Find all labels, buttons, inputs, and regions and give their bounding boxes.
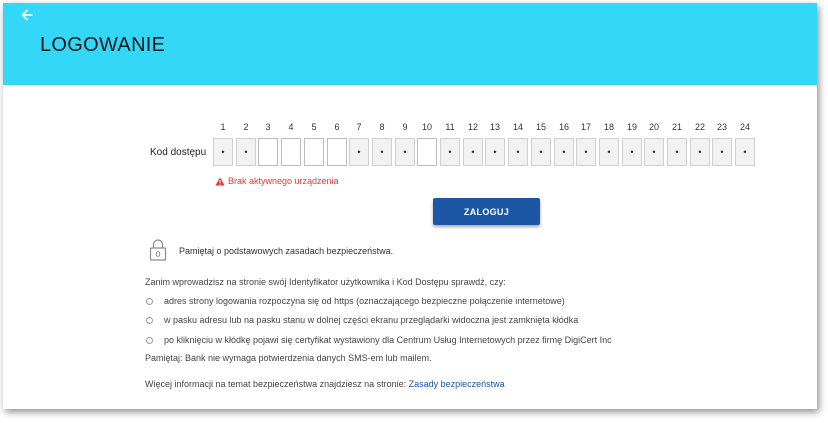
position-number: 19 — [626, 122, 637, 132]
security-bullet-1: adres strony logowania rozpoczyna się od https (oznaczającego bezpieczne połączenie internetowe) — [164, 296, 565, 306]
code-masked-cell: • — [372, 138, 392, 166]
code-masked-cell: • — [644, 138, 664, 166]
code-masked-cell: • — [622, 138, 642, 166]
code-masked-cell: • — [463, 138, 483, 166]
page-title: LOGOWANIE — [40, 34, 166, 56]
code-input-cell[interactable] — [327, 138, 347, 166]
bullet-icon — [146, 298, 153, 305]
security-intro: Zanim wprowadzisz na stronie swój Identyfikator użytkownika i Kod Dostępu sprawdź, czy: — [145, 277, 506, 287]
code-masked-cell: • — [712, 138, 732, 166]
code-input-cell[interactable] — [417, 138, 437, 166]
position-number: 22 — [694, 122, 705, 132]
code-masked-cell: • — [735, 138, 755, 166]
security-note: Pamiętaj: Bank nie wymaga potwierdzenia danych SMS-em lub mailem. — [145, 353, 432, 363]
position-number: 4 — [288, 122, 294, 132]
code-label: Kod dostępu — [150, 147, 207, 158]
code-input-cell[interactable] — [281, 138, 301, 166]
position-number: 2 — [243, 122, 249, 132]
position-number: 13 — [489, 122, 500, 132]
position-number: 18 — [603, 122, 614, 132]
code-masked-cell: • — [485, 138, 505, 166]
position-number: 12 — [467, 122, 478, 132]
login-button[interactable]: ZALOGUJ — [433, 198, 540, 225]
code-input-cell[interactable] — [304, 138, 324, 166]
security-bullet-2: w pasku adresu lub na pasku stanu w dolnej części ekranu przeglądarki widoczna jest zamknięta kłódka — [164, 315, 579, 325]
position-number: 1 — [220, 122, 226, 132]
position-number: 8 — [379, 122, 385, 132]
login-window — [3, 3, 817, 409]
position-number: 11 — [445, 122, 455, 132]
position-number: 6 — [334, 122, 340, 132]
position-number: 21 — [671, 122, 682, 132]
warning-icon — [215, 177, 225, 186]
error-text: Brak aktywnego urządzenia — [228, 176, 339, 186]
position-number: 7 — [356, 122, 362, 132]
position-number: 15 — [535, 122, 546, 132]
bullet-icon — [146, 317, 153, 324]
code-masked-cell: • — [576, 138, 596, 166]
more-info — [145, 379, 505, 389]
position-number: 3 — [265, 122, 271, 132]
code-masked-cell: • — [508, 138, 528, 166]
position-number: 14 — [512, 122, 523, 132]
code-masked-cell: • — [554, 138, 574, 166]
position-number: 10 — [421, 122, 432, 132]
more-info-text: Więcej informacji na temat bezpieczeństwa znajdziesz na stronie: — [145, 379, 407, 389]
arrow-left-icon[interactable] — [19, 7, 35, 23]
code-masked-cell: • — [213, 138, 233, 166]
bullet-icon — [146, 337, 153, 344]
position-number: 5 — [311, 122, 317, 132]
position-number: 16 — [558, 122, 569, 132]
code-masked-cell: • — [440, 138, 460, 166]
code-masked-cell: • — [531, 138, 551, 166]
security-reminder: Pamiętaj o podstawowych zasadach bezpieczeństwa. — [179, 246, 394, 256]
code-masked-cell: • — [395, 138, 415, 166]
position-number: 23 — [716, 122, 727, 132]
lock-icon — [149, 238, 167, 261]
code-input-cell[interactable] — [258, 138, 278, 166]
position-number: 17 — [580, 122, 591, 132]
position-number: 24 — [739, 122, 750, 132]
page-header — [3, 3, 817, 85]
position-number: 9 — [402, 122, 408, 132]
security-rules-link[interactable]: Zasady bezpieczeństwa — [408, 379, 505, 389]
code-masked-cell: • — [690, 138, 710, 166]
error-message — [215, 176, 339, 186]
security-bullet-3: po kliknięciu w kłódkę pojawi się certyfikat wystawiony dla Centrum Usług Internetowych przez firmę DigiCert Inc — [164, 335, 612, 345]
code-masked-cell: • — [599, 138, 619, 166]
code-masked-cell: • — [236, 138, 256, 166]
position-number: 20 — [648, 122, 659, 132]
code-masked-cell: • — [349, 138, 369, 166]
code-masked-cell: • — [667, 138, 687, 166]
